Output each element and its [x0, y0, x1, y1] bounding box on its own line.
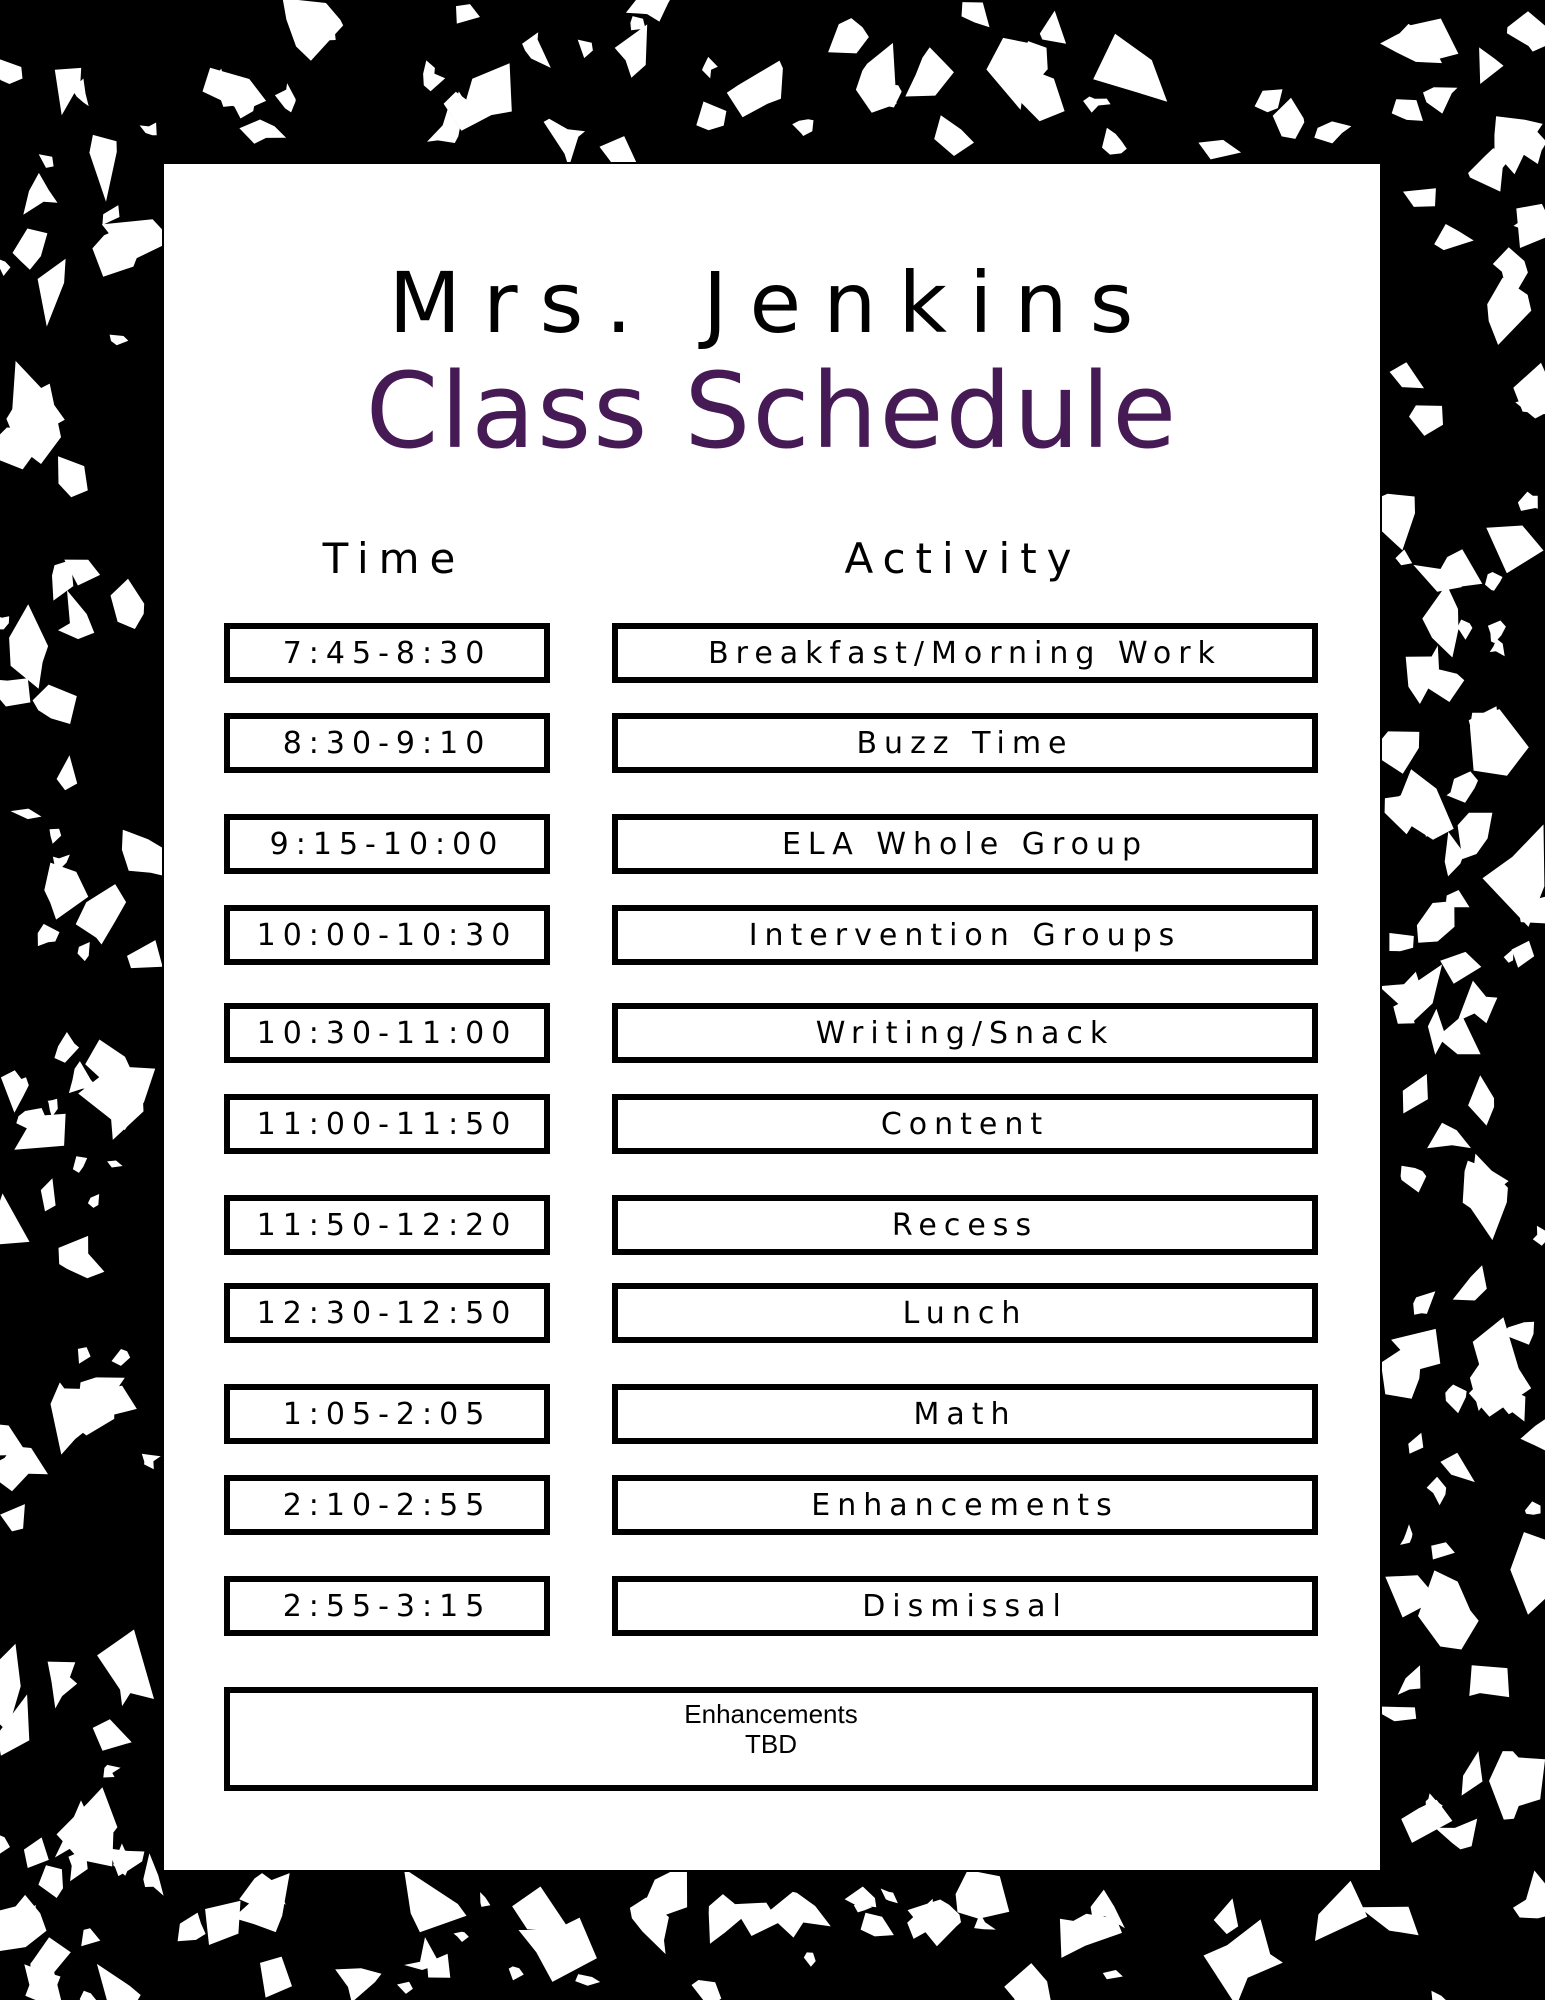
marble-speck [544, 119, 586, 168]
marble-speck [0, 258, 11, 277]
time-slot: 12:30-12:50 [224, 1283, 550, 1343]
marble-speck [1435, 549, 1482, 589]
marble-speck [1437, 1016, 1481, 1055]
time-slot: 10:30-11:00 [224, 1003, 550, 1063]
marble-speck [102, 205, 119, 225]
marble-speck [78, 1347, 91, 1364]
marble-speck [792, 119, 813, 136]
marble-speck [1103, 1970, 1123, 1979]
activity-slot: Recess [612, 1195, 1318, 1255]
marble-speck [41, 1178, 56, 1211]
marble-speck [275, 83, 296, 112]
marble-speck [142, 1454, 161, 1470]
marble-speck [1445, 1385, 1466, 1414]
marble-speck [1102, 128, 1127, 155]
marble-speck [38, 1865, 63, 1898]
marble-speck [1513, 363, 1545, 417]
enhancements-note-label: Enhancements [684, 1699, 858, 1729]
marble-speck [0, 1504, 25, 1531]
time-slot: 11:00-11:50 [224, 1094, 550, 1154]
marble-speck [57, 755, 78, 790]
marble-speck [1513, 1871, 1545, 1919]
teacher-name: Mrs. Jenkins [388, 254, 1156, 352]
marble-speck [905, 47, 954, 96]
marble-speck [54, 1032, 79, 1063]
marble-speck [260, 1957, 292, 1998]
marble-speck [1486, 526, 1543, 574]
marble-speck [767, 1892, 831, 1938]
marble-speck [1198, 140, 1241, 160]
marble-speck [44, 863, 88, 920]
marble-speck [0, 1833, 10, 1857]
marble-speck [88, 1194, 99, 1208]
marble-speck [239, 120, 286, 144]
marble-speck [38, 259, 66, 327]
marble-speck [13, 229, 48, 270]
marble-speck [1, 1070, 29, 1113]
marble-speck [48, 1099, 58, 1117]
marble-speck [1445, 890, 1469, 907]
marble-speck [956, 1870, 1010, 1919]
marble-speck [804, 1952, 816, 1966]
marble-speck [1093, 34, 1167, 102]
time-slot: 2:55-3:15 [224, 1576, 550, 1636]
marble-speck [512, 1887, 571, 1933]
marble-speck [127, 940, 163, 968]
marble-speck [50, 829, 62, 844]
marble-speck [112, 1349, 131, 1366]
marble-speck [103, 1765, 120, 1778]
marble-speck [0, 678, 30, 706]
marble-speck [1504, 949, 1514, 963]
marble-speck [727, 61, 783, 118]
marble-speck [456, 4, 480, 24]
marble-speck [1458, 813, 1493, 859]
marble-speck [828, 18, 869, 53]
marble-speck [1434, 224, 1474, 250]
marble-speck [1389, 933, 1413, 951]
marble-speck [140, 123, 157, 136]
marble-speck [1479, 47, 1503, 84]
marble-speck [1040, 11, 1066, 44]
marble-speck [1485, 572, 1503, 591]
marble-speck [881, 1889, 898, 1904]
time-slot: 8:30-9:10 [224, 713, 550, 773]
marble-speck [1427, 1123, 1471, 1149]
activity-slot: Math [612, 1384, 1318, 1444]
marble-speck [111, 579, 145, 629]
marble-speck [89, 135, 116, 202]
activity-slot: Buzz Time [612, 713, 1318, 773]
enhancements-note-value: TBD [745, 1729, 797, 1759]
marble-speck [1440, 1453, 1475, 1482]
marble-speck [80, 1991, 99, 2000]
marble-speck [1507, 11, 1545, 51]
marble-speck [709, 1894, 742, 1944]
marble-speck [58, 456, 88, 497]
marble-speck [578, 40, 593, 59]
marble-speck [97, 1964, 141, 2000]
activity-slot: Intervention Groups [612, 905, 1318, 965]
time-slot: 1:05-2:05 [224, 1384, 550, 1444]
marble-speck [1083, 97, 1111, 113]
marble-speck [1004, 1963, 1052, 2000]
marble-speck [1413, 1291, 1435, 1314]
marble-speck [454, 1932, 469, 1942]
activity-slot: Content [612, 1094, 1318, 1154]
marble-speck [107, 1161, 123, 1168]
marble-speck [1469, 1665, 1509, 1697]
marble-speck [33, 685, 77, 724]
marble-speck [143, 1853, 163, 1896]
marble-speck [1525, 1501, 1541, 1514]
enhancements-note-box [224, 1687, 1318, 1791]
marble-speck [1381, 1342, 1421, 1399]
marble-speck [1468, 148, 1512, 191]
marble-speck [696, 102, 726, 131]
activity-slot: Writing/Snack [612, 1003, 1318, 1063]
marble-speck [68, 1849, 87, 1881]
marble-speck [404, 1937, 441, 1970]
marble-speck [0, 59, 22, 84]
marble-speck [1395, 550, 1412, 566]
marble-speck [1408, 1433, 1423, 1454]
marble-speck [178, 1913, 206, 1942]
marble-speck [1462, 1751, 1483, 1796]
marble-speck [615, 24, 648, 77]
marble-speck [23, 173, 57, 215]
time-slot: 7:45-8:30 [224, 623, 550, 683]
time-column-header: Time [322, 534, 466, 583]
marble-speck [1423, 87, 1458, 113]
marble-speck [1458, 981, 1498, 1024]
marble-speck [962, 2, 990, 27]
time-slot: 2:10-2:55 [224, 1475, 550, 1535]
marble-speck [1403, 1074, 1428, 1114]
activity-slot: ELA Whole Group [612, 814, 1318, 874]
marble-speck [934, 115, 974, 156]
marble-speck [1390, 362, 1424, 388]
marble-speck [73, 1156, 87, 1173]
marble-speck [1470, 709, 1529, 776]
marble-speck [78, 942, 90, 961]
marble-speck [1409, 405, 1443, 436]
marble-speck [1417, 901, 1455, 943]
time-slot: 9:15-10:00 [224, 814, 550, 874]
marble-speck [1447, 771, 1479, 802]
activity-slot: Lunch [612, 1283, 1318, 1343]
marble-speck [110, 335, 129, 346]
marble-speck [58, 590, 94, 639]
marble-speck [861, 1913, 894, 1937]
marble-speck [1510, 1532, 1545, 1615]
marble-speck [1453, 1265, 1487, 1300]
marble-speck [1427, 1477, 1447, 1506]
marble-speck [1533, 1226, 1545, 1246]
marble-speck [97, 1630, 154, 1700]
marble-speck [1518, 492, 1538, 511]
marble-speck [1314, 121, 1351, 143]
marble-speck [1392, 99, 1423, 121]
marble-speck [1422, 584, 1458, 657]
marble-speck [335, 1968, 381, 2000]
marble-speck [283, 0, 344, 61]
marble-speck [1315, 1881, 1367, 1941]
marble-speck [1431, 1542, 1455, 1559]
marble-speck [39, 154, 54, 168]
marble-speck [1431, 1991, 1446, 2000]
marble-speck [509, 1966, 524, 1980]
marble-speck [59, 1236, 105, 1278]
marble-speck [24, 1837, 49, 1868]
marble-speck [38, 924, 60, 946]
marble-speck [480, 1892, 490, 1907]
activity-column-header: Activity [844, 534, 1082, 583]
marble-speck [575, 1974, 600, 1986]
marble-speck [11, 809, 42, 820]
marble-speck [1400, 1524, 1412, 1545]
marble-speck [1214, 1898, 1239, 1934]
marble-speck [1457, 620, 1472, 640]
marble-speck [0, 615, 9, 629]
marble-speck [1418, 1570, 1479, 1649]
activity-slot: Dismissal [612, 1576, 1318, 1636]
activity-slot: Enhancements [612, 1475, 1318, 1535]
marble-speck [205, 1901, 240, 1945]
marble-speck [48, 1662, 78, 1709]
marble-speck [1468, 1075, 1494, 1125]
marble-speck [423, 60, 445, 91]
marble-speck [81, 1928, 100, 1946]
marble-speck [522, 32, 551, 68]
marble-speck [397, 1982, 413, 1994]
schedule-sheet [162, 162, 1382, 1872]
time-slot: 10:00-10:30 [224, 905, 550, 965]
marble-speck [0, 1193, 30, 1245]
marble-speck [1255, 89, 1283, 112]
time-slot: 11:50-12:20 [224, 1195, 550, 1255]
marble-speck [1512, 941, 1535, 968]
marble-speck [217, 83, 239, 107]
marble-speck [702, 57, 718, 79]
marble-speck [1401, 1166, 1427, 1193]
marble-speck [1403, 188, 1436, 207]
marble-speck [9, 604, 48, 689]
page-title: Class Schedule [365, 350, 1179, 472]
marble-speck [692, 1980, 722, 2000]
marble-speck [93, 1719, 132, 1751]
marble-speck [1204, 1919, 1283, 2000]
marble-speck [404, 1869, 467, 1933]
marble-speck [1359, 1907, 1419, 1936]
marble-speck [1428, 1009, 1446, 1055]
marble-speck [113, 1844, 130, 1876]
marble-speck [1440, 952, 1481, 984]
marble-speck [462, 63, 512, 116]
marble-speck [57, 1787, 118, 1866]
activity-slot: Breakfast/Morning Work [612, 623, 1318, 683]
marble-speck [1398, 1665, 1421, 1695]
marble-speck [1060, 1914, 1122, 1958]
